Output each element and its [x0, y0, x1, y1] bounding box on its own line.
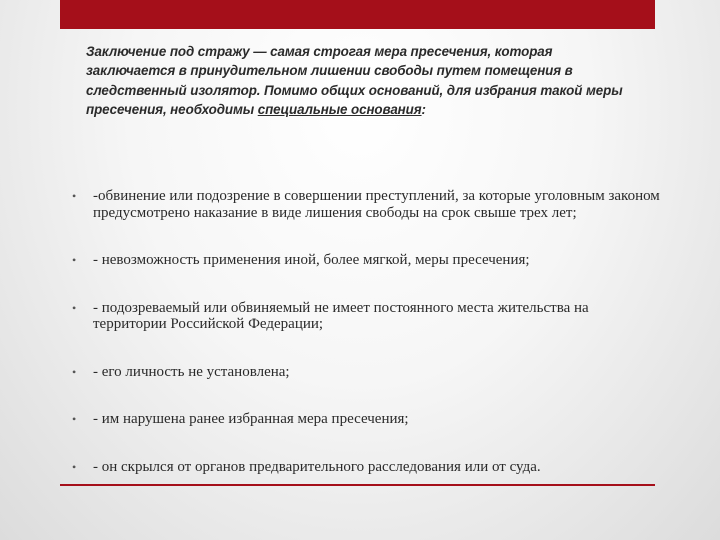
- bullet-icon: •: [72, 189, 77, 203]
- list-item: [60, 252, 660, 269]
- bottom-accent-line: [60, 484, 655, 486]
- list-item: [60, 300, 660, 333]
- list-item: [60, 411, 660, 428]
- slide-heading: [86, 42, 626, 120]
- list-item-text: - подозреваемый или обвиняемый не имеет постоянного места жительства на территории Российской Федерации;: [93, 299, 589, 332]
- bullet-icon: •: [72, 300, 77, 315]
- bullet-icon: •: [72, 412, 77, 426]
- list-item-text: - им нарушена ранее избранная мера пресечения;: [93, 411, 409, 427]
- bullet-icon: •: [72, 364, 77, 379]
- heading-text: Заключение под стражу — самая строгая мера пресечения, которая заключается в принудительном лишении свободы путем помещения в следственный изолятор. Помимо общих оснований, для избрания такой меры пресечения, необходимы: [86, 44, 623, 118]
- list-item: [60, 459, 660, 476]
- list-item: [60, 188, 660, 221]
- heading-colon: :: [421, 102, 426, 118]
- list-item-text: -обвинение или подозрение в совершении преступлений, за которые уголовным законом предусмотрено наказание в виде лишения свободы на срок свыше трех лет;: [93, 188, 660, 221]
- grounds-list: [60, 188, 660, 475]
- top-accent-bar: [60, 0, 655, 29]
- list-item-text: - он скрылся от органов предварительного расследования или от суда.: [93, 458, 541, 475]
- list-item-text: - его личность не установлена;: [93, 363, 290, 380]
- list-item: [60, 364, 660, 381]
- list-item-text: - невозможность применения иной, более мягкой, меры пресечения;: [93, 252, 530, 268]
- heading-underlined-term: специальные основания: [257, 102, 422, 118]
- bullet-icon: •: [72, 253, 77, 267]
- bullet-icon: •: [72, 459, 77, 474]
